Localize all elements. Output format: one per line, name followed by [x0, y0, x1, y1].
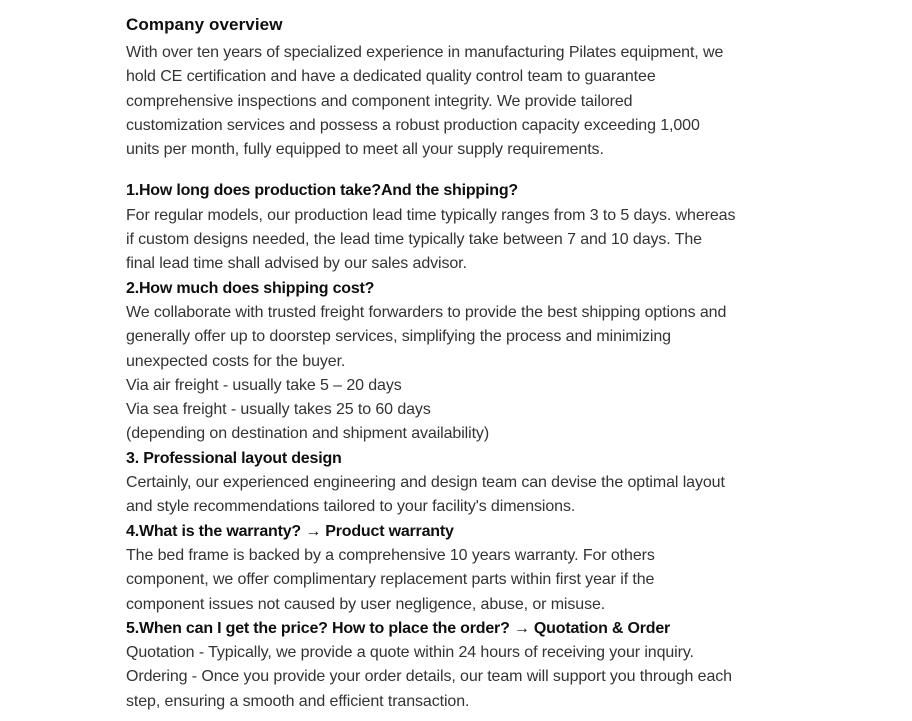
faq-item-warranty	[126, 520, 822, 617]
faq-item-production-time	[126, 179, 822, 276]
paragraph-line: comprehensive inspections and component integrity. We provide tailored	[126, 92, 633, 110]
faq-answer-line: if custom designs needed, the lead time typically take between 7 and 10 days. The	[126, 231, 702, 249]
faq-answer-line: We collaborate with trusted freight forwarders to provide the best shipping options and	[126, 303, 727, 321]
faq-answer-line: and style recommendations tailored to your facility's dimensions.	[126, 498, 576, 516]
faq-question: 2.How much does shipping cost?	[126, 279, 375, 297]
faq-answer-line: generally offer up to doorstep services, simplifying the process and minimizing	[126, 328, 671, 346]
faq-question: 3. Professional layout design	[126, 449, 342, 467]
faq-answer-line: step, ensuring a smooth and efficient transaction.	[126, 692, 470, 710]
faq-item-price-order	[126, 617, 822, 714]
faq-question: 4.What is the warranty? → Product warranty	[126, 522, 454, 540]
overview-paragraph	[126, 41, 822, 162]
faq-answer-line: Via sea freight - usually takes 25 to 60 days	[126, 401, 431, 419]
faq-answer-line: For regular models, our production lead time typically ranges from 3 to 5 days. whereas	[126, 206, 736, 224]
faq-answer-line: Certainly, our experienced engineering and design team can devise the optimal layout	[126, 474, 725, 492]
paragraph-line: With over ten years of specialized experience in manufacturing Pilates equipment, we	[126, 44, 724, 61]
faq-answer-line: Via air freight - usually take 5 – 20 days	[126, 376, 402, 394]
faq-answer-line: component issues not caused by user negligence, abuse, or misuse.	[126, 595, 606, 613]
faq-answer-line: The bed frame is backed by a comprehensive 10 years warranty. For others	[126, 546, 655, 564]
faq-answer-line: unexpected costs for the buyer.	[126, 352, 346, 370]
faq-item-layout-design	[126, 447, 822, 520]
paragraph-line: customization services and possess a robust production capacity exceeding 1,000	[126, 116, 700, 134]
faq-answer-line: final lead time shall advised by our sales advisor.	[126, 255, 467, 273]
faq-question: 5.When can I get the price? How to place the order? → Quotation & Order	[126, 619, 671, 637]
paragraph-line: units per month, fully equipped to meet all your supply requirements.	[126, 141, 604, 159]
paragraph-line: hold CE certification and have a dedicated quality control team to guarantee	[126, 68, 656, 86]
faq-answer-line: Ordering - Once you provide your order details, our team will support you through each	[126, 668, 732, 686]
faq-item-shipping-cost	[126, 277, 822, 447]
faq-answer-line: (depending on destination and shipment availability)	[126, 425, 490, 443]
faq-question: 1.How long does production take?And the shipping?	[126, 182, 518, 200]
faq-answer-line: component, we offer complimentary replacement parts within first year if the	[126, 571, 655, 589]
faq-answer-line: Quotation - Typically, we provide a quote within 24 hours of receiving your inquiry.	[126, 644, 694, 662]
section-title: Company overview	[126, 15, 283, 34]
